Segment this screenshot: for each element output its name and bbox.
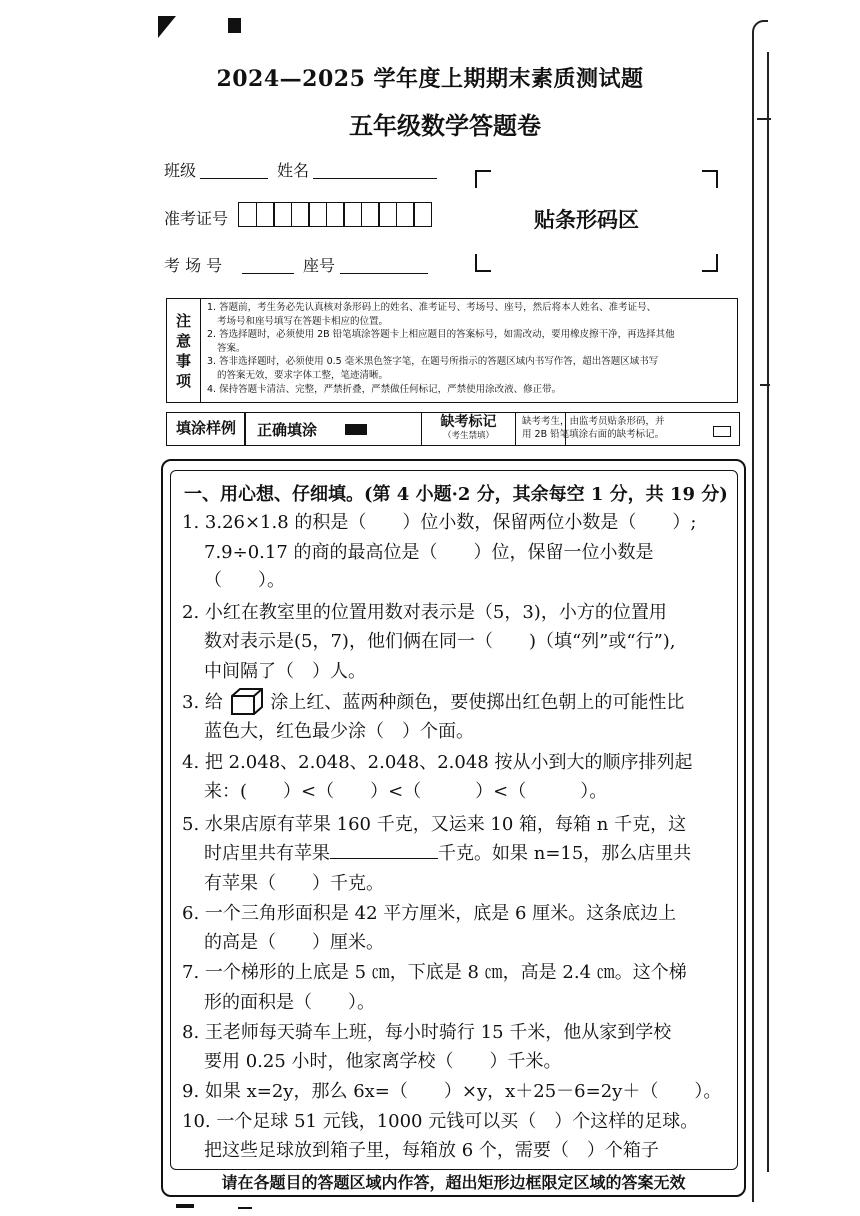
question-3-line-2: 蓝色大，红色最少涂（ ）个面。 — [204, 721, 474, 742]
seat-field[interactable] — [340, 255, 428, 274]
room-field[interactable] — [242, 255, 294, 274]
question-5-line-2: 时店里共有苹果 千克。如果 n=15，那么店里共 — [204, 843, 692, 864]
barcode-area-label: 贴条形码区 — [534, 207, 639, 232]
exam-id-digit-box[interactable] — [238, 202, 257, 227]
exam-id-digit-box[interactable] — [326, 202, 345, 227]
barcode-corner-bottom-right — [702, 254, 718, 272]
question-8-line-2: 要用 0.25 小时，他家离学校（ ）千米。 — [204, 1051, 562, 1072]
question-6-line-2: 的高是（ ）厘米。 — [204, 932, 384, 953]
question-5-line-1: 5. 水果店原有苹果 160 千克，又运来 10 箱，每箱 n 千克，这 — [182, 814, 687, 835]
question-7-line-1: 7. 一个梯形的上底是 5 ㎝，下底是 8 ㎝，高是 2.4 ㎝。这个梯 — [182, 962, 687, 983]
answer-blank[interactable] — [330, 842, 438, 859]
question-2-line-2: 数对表示是(5，7)，他们俩在同一（ )（填“列”或“行”), — [204, 631, 676, 652]
fill-sample-label-cell: 填涂样例 — [166, 412, 246, 446]
section-1-title: 一、用心想、仔细填。(第 4 小题·2 分，其余每空 1 分，共 19 分) — [184, 484, 728, 505]
class-field[interactable] — [200, 160, 268, 179]
notice-line: 1. 答题前，考生务必先认真核对条形码上的姓名、准考证号、考场号、座号，然后将本人姓名、准考证号、 — [207, 302, 657, 313]
question-3-line-1: 3. 给 涂上红、蓝两种颜色，要使掷出红色朝上的可能性比 — [182, 687, 730, 719]
bottom-mark — [176, 1204, 194, 1208]
question-10-line-1: 10. 一个足球 51 元钱，1000 元钱可以买（ ）个这样的足球。 — [182, 1111, 699, 1132]
exam-id-digit-box[interactable] — [378, 202, 397, 227]
cube-icon — [229, 687, 265, 715]
barcode-corner-top-right — [702, 170, 718, 188]
question-4-line-2: 来：( ）<（ ）<（ ）<（ ）。 — [204, 781, 608, 802]
notice-line: 的答案无效，要求字体工整，笔迹清晰。 — [217, 369, 389, 381]
notice-line: 2. 答选择题时，必须使用 2B 铅笔填涂答题卡上相应题目的答案标号，如需改动，要用橡皮擦干净，再选择其他 — [207, 329, 675, 341]
seat-label: 座号 — [303, 256, 336, 275]
question-5-line-3: 有苹果（ ）千克。 — [204, 873, 384, 894]
correct-fill-cell: 正确填涂 — [244, 412, 566, 446]
exam-id-boxes[interactable] — [238, 202, 431, 227]
exam-id-digit-box[interactable] — [273, 202, 292, 227]
barcode-corner-bottom-left — [475, 254, 491, 272]
exam-id-digit-box[interactable] — [361, 202, 380, 227]
adjacent-page-line — [767, 52, 769, 1172]
exam-id-digit-box[interactable] — [413, 202, 432, 227]
question-10-line-2: 把这些足球放到箱子里，每箱放 6 个，需要（ ）个箱子 — [204, 1140, 659, 1161]
exam-id-digit-box[interactable] — [396, 202, 415, 227]
page-subtitle: 五年级数学答题卷 — [349, 111, 541, 140]
notice-heading: 注 意 事 项 — [167, 299, 201, 402]
question-8-line-1: 8. 王老师每天骑车上班，每小时骑行 15 千米，他从家到学校 — [182, 1022, 672, 1043]
question-4-line-1: 4. 把 2.048、2.048、2.048、2.048 按从小到大的顺序排列起 — [182, 752, 693, 773]
question-9-line-1: 9. 如果 x=2y，那么 6x=（ ）×y，x＋25－6=2y＋（ ）。 — [182, 1081, 722, 1102]
page-title: 2024—2025 学年度上期期末素质测试题 — [216, 66, 644, 92]
notice-box — [166, 298, 738, 403]
notice-body — [207, 301, 732, 396]
absent-mark-checkbox[interactable] — [713, 426, 731, 437]
exam-id-label: 准考证号 — [164, 209, 229, 228]
question-1-line-2: 7.9÷0.17 的商的最高位是（ ）位，保留一位小数是 — [204, 542, 654, 563]
room-label: 考 场 号 — [164, 256, 223, 275]
footer-note: 请在各题目的答题区域内作答，超出矩形边框限定区域的答案无效 — [221, 1173, 686, 1192]
class-label: 班级 — [164, 161, 197, 180]
fill-sample-row — [166, 412, 740, 446]
absent-mark-label-cell: 缺考标记 （考生禁填） — [421, 412, 516, 446]
registration-mark-triangle — [158, 16, 176, 38]
absent-note-cell: 缺考考生，由监考员贴条形码，并 用 2B 铅笔填涂右面的缺考标记。 — [515, 412, 740, 446]
notice-line: 4. 保持答题卡清洁、完整，严禁折叠，严禁做任何标记，严禁使用涂改液、修正带。 — [207, 383, 562, 395]
name-field[interactable] — [313, 160, 437, 179]
filled-mark-sample — [345, 424, 367, 435]
question-1-line-1: 1. 3.26×1.8 的积是（ ）位小数，保留两位小数是（ ）; — [182, 512, 697, 533]
exam-id-digit-box[interactable] — [291, 202, 310, 227]
question-2-line-1: 2. 小红在教室里的位置用数对表示是（5，3)，小方的位置用 — [182, 602, 667, 623]
question-7-line-2: 形的面积是（ ）。 — [204, 992, 375, 1013]
adjacent-page-tick — [757, 118, 771, 120]
barcode-corner-top-left — [475, 170, 491, 188]
notice-line: 考场号和座号填写在答题卡相应的位置。 — [217, 315, 389, 327]
notice-line: 3. 答非选择题时，必须使用 0.5 毫米黑色签字笔，在题号所指示的答题区域内书写作答，超出答题区域书写 — [207, 356, 659, 368]
exam-id-digit-box[interactable] — [256, 202, 275, 227]
exam-id-digit-box[interactable] — [308, 202, 327, 227]
adjacent-page-edge — [752, 20, 768, 1202]
question-6-line-1: 6. 一个三角形面积是 42 平方厘米，底是 6 厘米。这条底边上 — [182, 903, 677, 924]
bottom-mark — [238, 1207, 252, 1209]
registration-mark-square — [228, 18, 241, 33]
exam-id-digit-box[interactable] — [343, 202, 362, 227]
question-1-line-3: （ ）。 — [204, 570, 285, 591]
adjacent-page-tick — [760, 384, 770, 386]
notice-line: 答案。 — [217, 342, 246, 354]
name-label: 姓名 — [277, 161, 310, 180]
question-2-line-3: 中间隔了（ ）人。 — [204, 661, 366, 682]
